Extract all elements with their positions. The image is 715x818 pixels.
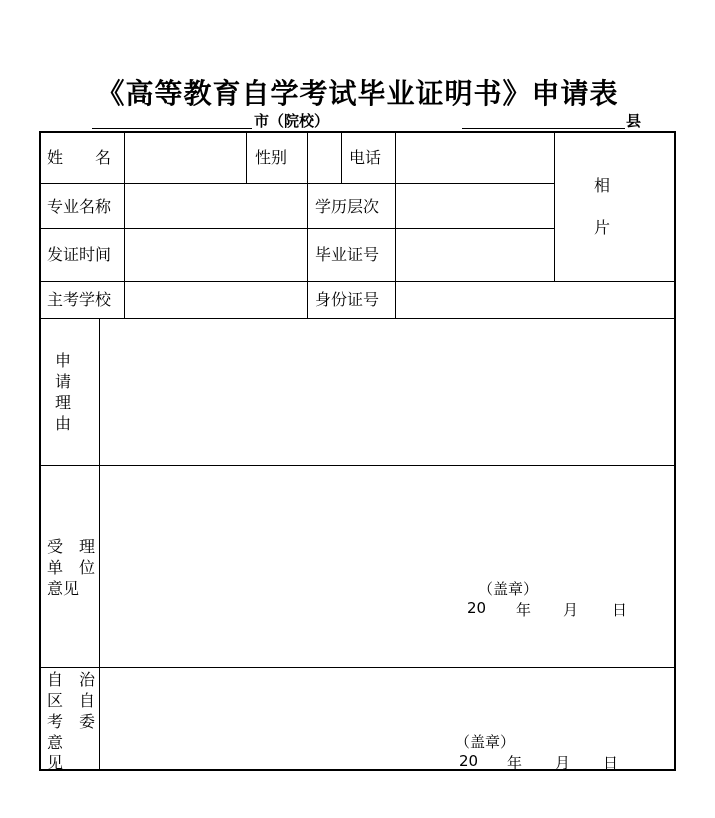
accept-unit-label-1: 受 理 (47, 537, 96, 556)
accept-unit-seal: （盖章） (478, 580, 539, 598)
county-blank[interactable] (462, 110, 625, 129)
committee-label-3: 考 委 (47, 712, 96, 731)
accept-unit-opinion[interactable] (100, 466, 675, 667)
gender-input[interactable] (308, 133, 341, 183)
photo-label-1: 相 (594, 176, 611, 195)
photo-box[interactable] (555, 133, 675, 281)
label-gender: 性别 (255, 148, 288, 167)
accept-unit-date-year: 年 (516, 601, 532, 619)
reason-label-1: 申 (55, 351, 72, 370)
committee-opinion[interactable] (100, 668, 675, 770)
issue-date-input[interactable] (125, 229, 307, 281)
reason-textarea[interactable] (100, 319, 675, 465)
reason-label-3: 理 (55, 393, 72, 412)
label-graduation-cert-no: 毕业证号 (315, 245, 380, 264)
committee-date-year: 年 (507, 754, 523, 772)
main-school-input[interactable] (125, 282, 307, 318)
label-main-school: 主考学校 (47, 290, 112, 309)
reason-label-4: 由 (55, 414, 72, 433)
form-title: 《高等教育自学考试毕业证明书》申请表 (96, 77, 619, 110)
accept-unit-date-day: 日 (612, 601, 628, 619)
major-input[interactable] (125, 184, 307, 228)
city-blank[interactable] (92, 110, 252, 129)
committee-label-4: 意 (47, 733, 64, 752)
label-phone: 电话 (349, 148, 382, 167)
committee-date-day: 日 (603, 754, 619, 772)
education-level-input[interactable] (396, 184, 554, 228)
id-no-input[interactable] (396, 282, 675, 318)
city-label: 市（院校） (254, 112, 330, 130)
label-major: 专业名称 (47, 197, 112, 216)
committee-date-month: 月 (555, 754, 571, 772)
committee-label-5: 见 (47, 753, 64, 772)
accept-unit-label-3: 意见 (47, 579, 80, 598)
reason-label-2: 请 (55, 372, 72, 391)
col-divider (341, 132, 342, 183)
accept-unit-label-2: 单 位 (47, 558, 96, 577)
accept-unit-date-month: 月 (563, 601, 579, 619)
committee-seal: （盖章） (455, 733, 516, 751)
graduation-cert-input[interactable] (396, 229, 554, 281)
label-name: 姓 名 (47, 148, 112, 167)
phone-input[interactable] (396, 133, 554, 183)
committee-date-year-prefix: 20 (459, 752, 479, 770)
committee-label-2: 区 自 (47, 691, 96, 710)
accept-unit-date-year-prefix: 20 (467, 599, 487, 617)
committee-label-1: 自 治 (47, 670, 96, 689)
county-label: 县 (626, 112, 642, 130)
label-id-no: 身份证号 (315, 290, 380, 309)
label-education-level: 学历层次 (315, 197, 380, 216)
label-issue-date: 发证时间 (47, 245, 112, 264)
col-divider (246, 132, 247, 183)
photo-label-2: 片 (594, 218, 611, 237)
name-input[interactable] (125, 133, 246, 183)
